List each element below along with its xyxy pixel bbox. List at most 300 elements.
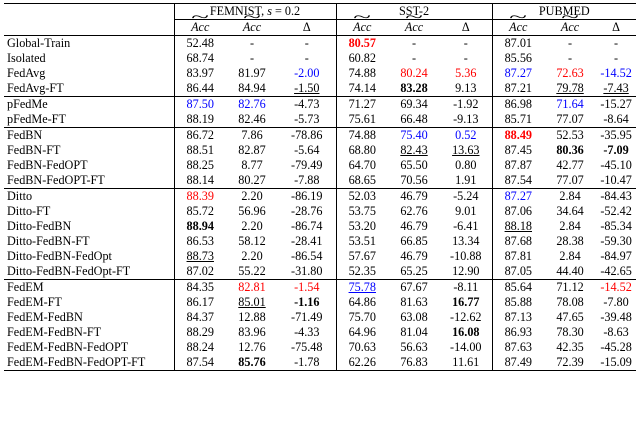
cell-value: 80.27 <box>238 173 266 187</box>
method-name: FedBN-FedOPT <box>7 158 88 172</box>
cell-value: 77.07 <box>556 173 584 187</box>
cell-value: - <box>249 51 255 65</box>
value-cell <box>440 173 492 189</box>
cell-value: 13.63 <box>452 143 480 157</box>
cell-value: 78.30 <box>556 325 584 339</box>
method-name: pFedMe-FT <box>7 112 66 126</box>
value-cell <box>492 158 544 173</box>
group-header-femnist: FEMNIST, s = 0.2 <box>174 4 336 20</box>
table-row <box>4 340 636 355</box>
value-cell <box>226 355 278 371</box>
cell-value: 87.87 <box>504 158 532 172</box>
value-cell <box>388 128 440 144</box>
cell-value: - <box>614 36 619 50</box>
value-cell <box>544 234 596 249</box>
value-cell <box>492 295 544 310</box>
cell-value: 82.76 <box>238 97 266 111</box>
value-cell <box>544 295 596 310</box>
cell-value: 12.88 <box>238 310 266 324</box>
value-cell <box>492 51 544 66</box>
value-cell <box>544 143 596 158</box>
col-header: ~ Acc <box>336 20 388 36</box>
cell-value: -4.73 <box>294 97 320 111</box>
cell-value: 83.97 <box>186 66 214 80</box>
value-cell <box>596 219 636 234</box>
cell-value: 71.27 <box>348 97 376 111</box>
value-cell <box>336 249 388 264</box>
value-cell <box>492 189 544 205</box>
value-cell <box>174 219 226 234</box>
value-cell <box>440 81 492 97</box>
value-cell <box>544 81 596 97</box>
table-row <box>4 234 636 249</box>
value-cell <box>336 36 388 52</box>
cell-value: 70.56 <box>400 173 428 187</box>
cell-value: 86.98 <box>504 97 532 111</box>
method-name: FedBN-FedOPT-FT <box>7 173 105 187</box>
value-cell <box>226 51 278 66</box>
value-cell <box>596 158 636 173</box>
value-cell <box>388 219 440 234</box>
cell-value: 87.05 <box>504 264 532 278</box>
cell-value: 87.02 <box>186 264 214 278</box>
value-cell <box>278 204 336 219</box>
method-name: pFedMe <box>4 97 174 113</box>
value-cell <box>174 234 226 249</box>
value-cell <box>174 280 226 296</box>
value-cell <box>492 249 544 264</box>
value-cell <box>174 66 226 81</box>
cell-value: 86.72 <box>186 128 214 142</box>
cell-value: 87.21 <box>504 81 532 95</box>
value-cell <box>440 249 492 264</box>
cell-value: - <box>614 51 619 65</box>
cell-value: 87.54 <box>504 173 532 187</box>
value-cell <box>336 158 388 173</box>
cell-value: 68.80 <box>348 143 376 157</box>
table-row <box>4 97 636 113</box>
value-cell <box>336 81 388 97</box>
value-cell <box>174 97 226 113</box>
value-cell <box>492 264 544 280</box>
value-cell <box>544 158 596 173</box>
cell-value: 42.35 <box>556 340 584 354</box>
cell-value: 87.13 <box>504 310 532 324</box>
cell-value: - <box>463 51 468 65</box>
value-cell <box>388 310 440 325</box>
cell-value: 88.73 <box>186 249 214 263</box>
value-cell <box>388 143 440 158</box>
cell-value: -86.19 <box>291 189 323 203</box>
value-cell <box>440 234 492 249</box>
cell-value: -7.43 <box>603 81 629 95</box>
cell-value: 88.39 <box>186 189 214 203</box>
value-cell <box>440 143 492 158</box>
value-cell <box>226 204 278 219</box>
cell-value: -86.74 <box>291 219 323 233</box>
cell-value: 87.50 <box>186 97 214 111</box>
method-name: Ditto-FedBN-FT <box>7 234 90 248</box>
cell-value: 47.65 <box>556 310 584 324</box>
value-cell <box>278 310 336 325</box>
value-cell <box>226 66 278 81</box>
value-cell <box>596 128 636 144</box>
value-cell <box>492 112 544 128</box>
cell-value: -45.28 <box>600 340 632 354</box>
cell-value: -1.16 <box>294 295 320 309</box>
cell-value: 71.12 <box>556 280 584 294</box>
sub-header-row <box>4 20 636 36</box>
value-cell <box>278 295 336 310</box>
value-cell <box>336 310 388 325</box>
cell-value: -2.00 <box>294 66 320 80</box>
results-table <box>4 3 636 371</box>
cell-value: -5.64 <box>294 143 320 157</box>
value-cell <box>388 264 440 280</box>
cell-value: 64.86 <box>348 295 376 309</box>
value-cell <box>596 143 636 158</box>
value-cell <box>388 325 440 340</box>
value-cell <box>226 340 278 355</box>
table-row <box>4 158 636 173</box>
cell-value: 86.44 <box>186 81 214 95</box>
cell-value: -1.50 <box>294 81 320 95</box>
method-name: FedEM-FedBN <box>7 310 83 324</box>
cell-value: 16.77 <box>452 295 480 309</box>
value-cell <box>492 143 544 158</box>
value-cell <box>388 81 440 97</box>
cell-value: 85.71 <box>504 112 532 126</box>
table-row <box>4 143 636 158</box>
cell-value: 87.63 <box>504 340 532 354</box>
value-cell <box>544 249 596 264</box>
value-cell <box>440 280 492 296</box>
cell-value: 56.96 <box>238 204 266 218</box>
value-cell <box>492 340 544 355</box>
value-cell <box>174 249 226 264</box>
value-cell <box>336 51 388 66</box>
cell-value: 16.08 <box>452 325 480 339</box>
cell-value: -71.49 <box>291 310 323 324</box>
value-cell <box>440 36 492 52</box>
value-cell <box>336 325 388 340</box>
value-cell <box>226 81 278 97</box>
value-cell <box>544 51 596 66</box>
cell-value: 74.14 <box>348 81 376 95</box>
value-cell <box>278 234 336 249</box>
cell-value: -79.49 <box>291 158 323 172</box>
cell-value: 77.07 <box>556 112 584 126</box>
method-name: Ditto-FT <box>7 204 51 218</box>
value-cell <box>226 97 278 113</box>
value-cell <box>544 325 596 340</box>
cell-value: - <box>568 36 573 50</box>
cell-value: 81.97 <box>238 66 266 80</box>
value-cell <box>226 219 278 234</box>
cell-value: 82.81 <box>238 280 266 294</box>
value-cell <box>278 325 336 340</box>
cell-value: 82.46 <box>238 112 266 126</box>
cell-value: 87.27 <box>504 66 532 80</box>
cell-value: 68.74 <box>186 51 214 65</box>
cell-value: -8.63 <box>603 325 629 339</box>
value-cell <box>226 112 278 128</box>
cell-value: -28.76 <box>291 204 323 218</box>
cell-value: 87.49 <box>504 355 532 369</box>
cell-value: -10.47 <box>600 173 632 187</box>
value-cell <box>388 51 440 66</box>
table-row <box>4 81 636 97</box>
value-cell <box>492 310 544 325</box>
value-cell <box>440 51 492 66</box>
value-cell <box>388 280 440 296</box>
cell-value: 8.77 <box>241 158 263 172</box>
cell-value: 87.54 <box>186 355 214 369</box>
cell-value: -4.33 <box>294 325 320 339</box>
cell-value: 7.86 <box>241 128 263 142</box>
value-cell <box>388 249 440 264</box>
value-cell <box>336 280 388 296</box>
value-cell <box>492 219 544 234</box>
value-cell <box>336 66 388 81</box>
value-cell <box>492 128 544 144</box>
cell-value: 46.79 <box>400 249 428 263</box>
cell-value: 2.20 <box>241 189 263 203</box>
cell-value: 64.96 <box>348 325 376 339</box>
group-header-row <box>4 4 636 20</box>
cell-value: -42.65 <box>600 264 632 278</box>
cell-value: 83.96 <box>238 325 266 339</box>
value-cell <box>388 97 440 113</box>
cell-value: 85.72 <box>186 204 214 218</box>
method-header <box>4 4 174 20</box>
value-cell <box>278 280 336 296</box>
cell-value: 69.34 <box>400 97 428 111</box>
cell-value: 86.53 <box>186 234 214 248</box>
cell-value: - <box>249 36 255 50</box>
col-header: Δ <box>302 20 311 34</box>
table-row <box>4 310 636 325</box>
cell-value: -14.52 <box>600 66 632 80</box>
cell-value: 68.65 <box>348 173 376 187</box>
table-row <box>4 66 636 81</box>
method-name: Ditto-FedBN-FedOpt <box>7 249 112 263</box>
method-name: FedEM-FT <box>7 295 62 309</box>
value-cell <box>174 173 226 189</box>
value-cell <box>544 128 596 144</box>
cell-value: -7.09 <box>603 143 629 157</box>
value-cell <box>596 36 636 52</box>
value-cell <box>336 340 388 355</box>
value-cell <box>596 66 636 81</box>
cell-value: 60.82 <box>348 51 376 65</box>
cell-value: -15.09 <box>600 355 632 369</box>
cell-value: -28.41 <box>291 234 323 248</box>
cell-value: -78.86 <box>291 128 323 142</box>
value-cell <box>226 173 278 189</box>
cell-value: -7.80 <box>603 295 629 309</box>
value-cell <box>596 189 636 205</box>
value-cell <box>544 97 596 113</box>
method-name: FedAvg <box>7 66 46 80</box>
value-cell <box>440 66 492 81</box>
value-cell <box>596 325 636 340</box>
value-cell <box>336 264 388 280</box>
value-cell <box>278 340 336 355</box>
method-name: FedEM <box>4 280 174 296</box>
value-cell <box>174 189 226 205</box>
value-cell <box>226 143 278 158</box>
cell-value: 85.64 <box>504 280 532 294</box>
value-cell <box>336 189 388 205</box>
cell-value: 44.40 <box>556 264 584 278</box>
method-name: FedEM-FedBN-FedOPT-FT <box>4 355 174 371</box>
value-cell <box>174 310 226 325</box>
value-cell <box>278 36 336 52</box>
cell-value: - <box>412 36 417 50</box>
cell-value: 2.84 <box>559 189 581 203</box>
value-cell <box>278 355 336 371</box>
value-cell <box>336 219 388 234</box>
value-cell <box>388 340 440 355</box>
value-cell <box>440 112 492 128</box>
cell-value: 46.79 <box>400 219 428 233</box>
cell-value: 53.20 <box>348 219 376 233</box>
cell-value: 72.63 <box>556 66 584 80</box>
cell-value: 67.67 <box>400 280 428 294</box>
cell-value: -1.92 <box>453 97 479 111</box>
cell-value: 0.52 <box>455 128 477 142</box>
cell-value: 88.29 <box>186 325 214 339</box>
cell-value: 80.36 <box>556 143 584 157</box>
cell-value: 72.39 <box>556 355 584 369</box>
cell-value: 87.68 <box>504 234 532 248</box>
cell-value: 28.38 <box>556 234 584 248</box>
value-cell <box>492 355 544 371</box>
cell-value: 82.43 <box>400 143 428 157</box>
value-cell <box>278 66 336 81</box>
value-cell <box>226 325 278 340</box>
cell-value: - <box>412 51 417 65</box>
cell-value: -86.54 <box>291 249 323 263</box>
value-cell <box>226 280 278 296</box>
col-header: ~ Acc <box>226 20 278 36</box>
value-cell <box>440 128 492 144</box>
value-cell <box>336 128 388 144</box>
cell-value: 83.28 <box>400 81 428 95</box>
cell-value: 0.80 <box>455 158 477 172</box>
cell-value: 86.93 <box>504 325 532 339</box>
cell-value: 46.79 <box>400 189 428 203</box>
value-cell <box>596 112 636 128</box>
value-cell <box>544 355 596 371</box>
value-cell <box>174 36 226 52</box>
value-cell <box>596 355 636 371</box>
value-cell <box>492 36 544 52</box>
value-cell <box>596 97 636 113</box>
cell-value: -59.30 <box>600 234 632 248</box>
value-cell <box>388 295 440 310</box>
cell-value: -35.95 <box>600 128 632 142</box>
cell-value: 12.76 <box>238 340 266 354</box>
method-name: FedBN-FT <box>7 143 61 157</box>
cell-value: -5.24 <box>453 189 479 203</box>
value-cell <box>596 234 636 249</box>
value-cell <box>336 97 388 113</box>
cell-value: 74.88 <box>348 128 376 142</box>
value-cell <box>336 295 388 310</box>
table-row <box>4 219 636 234</box>
cell-value: 62.76 <box>400 204 428 218</box>
cell-value: 88.94 <box>186 219 214 233</box>
cell-value: -5.73 <box>294 112 320 126</box>
cell-value: 80.24 <box>400 66 428 80</box>
cell-value: -84.43 <box>600 189 632 203</box>
col-header: ~ Acc <box>544 20 596 36</box>
value-cell <box>278 173 336 189</box>
value-cell <box>440 310 492 325</box>
cell-value: 88.49 <box>504 128 532 142</box>
cell-value: 2.20 <box>241 219 263 233</box>
cell-value: 87.27 <box>504 189 532 203</box>
cell-value: 55.22 <box>238 264 266 278</box>
value-cell <box>278 249 336 264</box>
value-cell <box>544 204 596 219</box>
value-cell <box>174 264 226 280</box>
group-header-sst2: SST-2 <box>336 4 492 20</box>
value-cell <box>278 81 336 97</box>
value-cell <box>388 173 440 189</box>
group-header-pubmed: PUBMED <box>492 4 636 20</box>
cell-value: -14.00 <box>450 340 482 354</box>
table-row <box>4 249 636 264</box>
value-cell <box>596 295 636 310</box>
value-cell <box>336 173 388 189</box>
method-name: FedEM-FedBN-FT <box>7 325 102 339</box>
cell-value: 66.85 <box>400 234 428 248</box>
cell-value: -10.88 <box>450 249 482 263</box>
cell-value: 64.70 <box>348 158 376 172</box>
cell-value: 2.20 <box>241 249 263 263</box>
cell-value: -1.78 <box>294 355 320 369</box>
value-cell <box>596 310 636 325</box>
cell-value: 88.18 <box>504 219 532 233</box>
table-row <box>4 189 636 205</box>
value-cell <box>596 51 636 66</box>
cell-value: 79.78 <box>556 81 584 95</box>
cell-value: -8.64 <box>603 112 629 126</box>
value-cell <box>596 264 636 280</box>
cell-value: 86.17 <box>186 295 214 309</box>
value-cell <box>492 81 544 97</box>
value-cell <box>278 51 336 66</box>
table-row <box>4 355 636 371</box>
cell-value: 84.94 <box>238 81 266 95</box>
value-cell <box>440 219 492 234</box>
cell-value: 53.75 <box>348 204 376 218</box>
cell-value: -75.48 <box>291 340 323 354</box>
cell-value: 87.06 <box>504 204 532 218</box>
value-cell <box>440 340 492 355</box>
cell-value: -84.97 <box>600 249 632 263</box>
value-cell <box>174 128 226 144</box>
value-cell <box>544 310 596 325</box>
value-cell <box>388 234 440 249</box>
value-cell <box>174 204 226 219</box>
col-header: Δ <box>461 20 470 34</box>
value-cell <box>440 325 492 340</box>
col-header: ~ Acc <box>492 20 544 36</box>
